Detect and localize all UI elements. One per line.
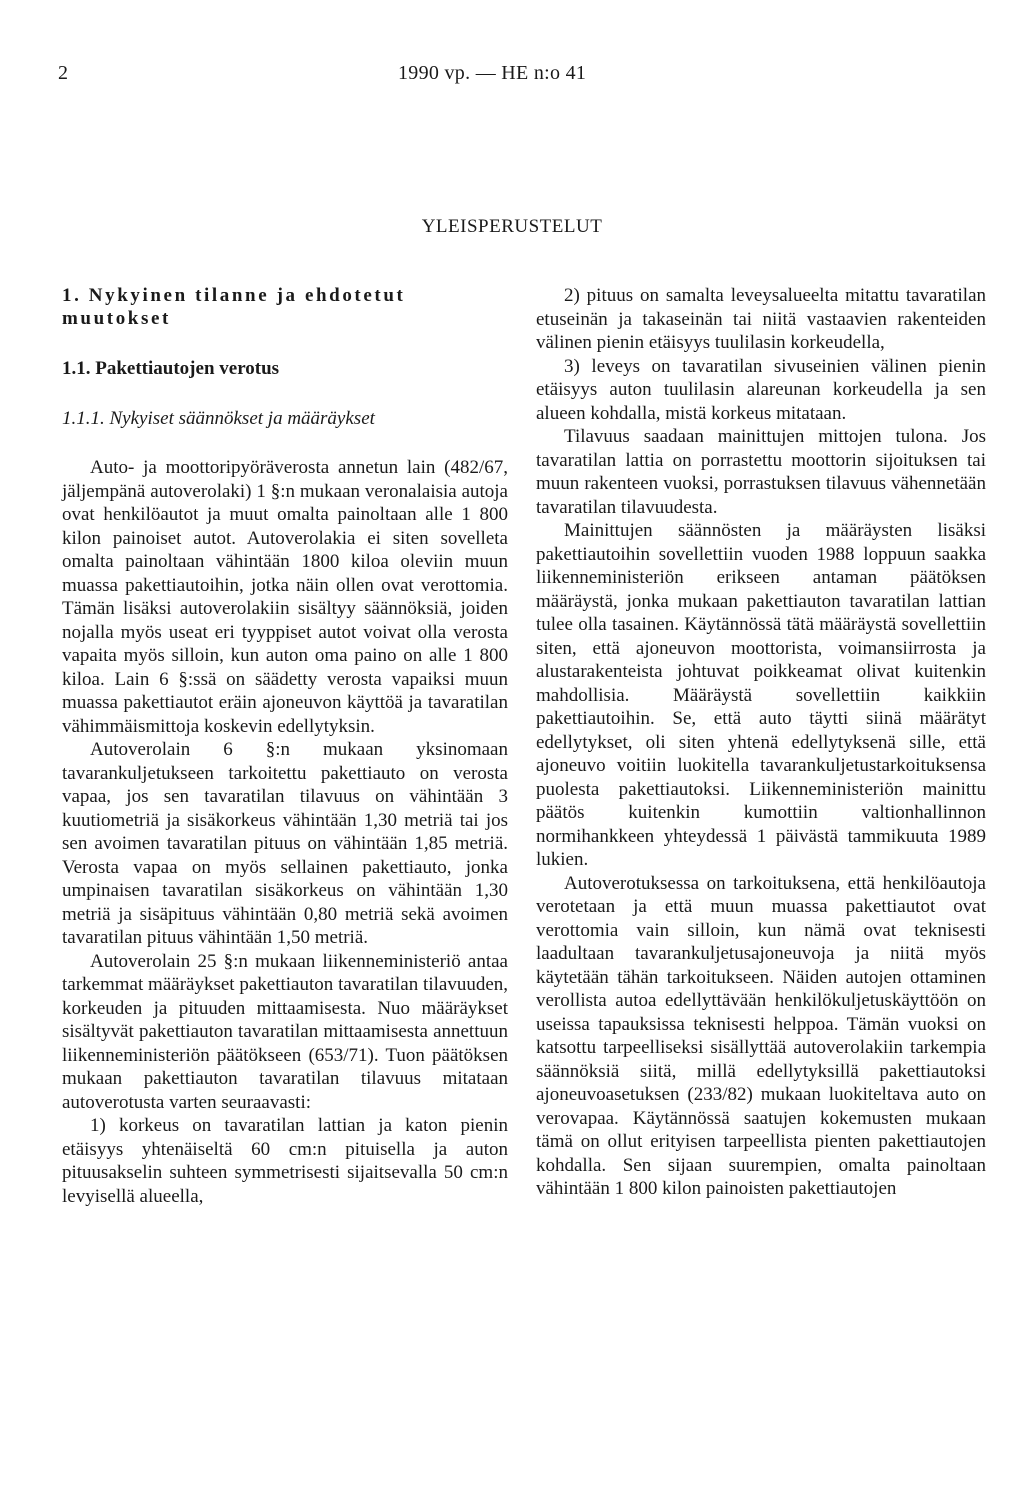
heading-level-3: 1.1.1. Nykyiset säännökset ja määräykset <box>62 407 375 429</box>
paragraph: Autoverolain 25 §:n mukaan liikenneministeriö antaa tarkemmat määräykset pakettiauton tavaratilan tilavuuden, korkeuden ja pituuden mittaamisesta. Nuo määräykset sisältyvät pakettiauton tavaratilan mittaamisesta annettuun liikenneministeriön päätökseen (653/71). Tuon päätöksen mukaan pakettiauton tavaratilan tilavuus mitataan autoverotusta varten seuraavasti: <box>62 950 508 1113</box>
paragraph: Autoverotuksessa on tarkoituksena, että henkilöautoja verotetaan ja että muun muassa pakettiautot ovat verottomia vain silloin, kun nämä ovat teknisesti laadultaan tavarankuljetusajoneuvoja ja niitä myös käytetään tähän tarkoitukseen. Näiden autojen ottaminen verollista autoa edellyttävään henkilökuljetuskäyttöön on useissa tapauksissa teknisesti helppoa. Tämän vuoksi on katsottu tarpeelliseksi sisällyttää autoverolakiin tarkempia säännöksiä siitä, millä edellytyksillä pakettiautoksi ajoneuvoasetuksen (233/82) mukaan luokiteltava auto on verovapaa. Käytännössä saatujen kokemusten mukaan tämä on ollut erityisen tarpeellista pienten pakettiautojen kohdalla. Sen sijaan suurempien, omalta painoltaan vähintään 1 800 kilon painoisten pakettiautojen <box>536 872 986 1199</box>
list-item: 2) pituus on samalta leveysalueelta mitattu tavaratilan etuseinän ja takaseinän tai niitä vastaavien rakenteiden välinen pienin etäisyys tuulilasin korkeudella, <box>536 285 986 353</box>
section-title: YLEISPERUSTELUT <box>421 216 603 237</box>
right-column <box>536 284 986 1201</box>
heading-level-1: 1. Nykyinen tilanne ja ehdotetut muutokset <box>62 285 406 329</box>
list-item: 1) korkeus on tavaratilan lattian ja katon pienin etäisyys yhtenäiseltä 60 cm:n pituisella ja auton pituusakselin suhteen symmetrisesti sijaitsevalla 50 cm:n levyisellä alueella, <box>62 1115 508 1207</box>
page-header <box>58 62 958 102</box>
heading-level-2: 1.1. Pakettiautojen verotus <box>62 358 280 379</box>
left-column <box>62 284 508 1208</box>
list-item: 3) leveys on tavaratilan sivuseinien välinen pienin etäisyys auton tuulilasin alareunan korkeudella ja sen alueen kohdalla, mistä korkeus mitataan. <box>536 355 986 424</box>
paragraph: Mainittujen säännösten ja määräysten lisäksi pakettiautoihin sovellettiin vuoden 1988 loppuun saakka liikenneministeriön erikseen antaman päätöksen määräystä, jonka mukaan pakettiauton tavaratilan lattian tulee olla tasainen. Käytännössä tätä määräystä sovellettiin siten, että ajoneuvon moottorista, voimansiirrosta ja alustarakenteista johtuvat poikkeamat olivat kuitenkin mahdollisia. Määräystä sovellettiin kaikkiin pakettiautoihin. Se, että auto täytti siinä määrätyt edellytykset, oli siten yhtenä edellytyksenä sille, että ajoneuvo voitiin luokitella tavarankuljetustarkoituksensa puolesta pakettiautoksi. Liikenneministeriön mainittu päätös kuitenkin kumottiin valtionhallinnon normihankkeen yhteydessä 1 päivästä tammikuuta 1989 lukien. <box>536 520 986 870</box>
paragraph: Autoverolain 6 §:n mukaan yksinomaan tavarankuljetukseen tarkoitettu pakettiauto on verosta vapaa, jos sen tavaratilan tilavuus on vähintään 3 kuutiometriä ja sisäkorkeus vähintään 1,30 metriä tai jos sen avoimen tavaratilan pituus on vähintään 1,85 metriä. Verosta vapaa on myös sellainen pakettiauto, jonka umpinaisen tavaratilan sisäkorkeus on vähintään 1,30 metriä ja sisäpituus vähintään 0,80 metriä sekä avoimen tavaratilan pituus vähintään 1,50 metriä. <box>62 739 508 948</box>
page-number: 2 <box>58 62 68 84</box>
paragraph: Tilavuus saadaan mainittujen mittojen tulona. Jos tavaratilan lattia on porrastettu moottorin sijoituksen tai muun rakenteen vuoksi, porrastuksen tilavuus vähennetään tavaratilan tilavuudesta. <box>536 426 986 518</box>
running-head: 1990 vp. — HE n:o 41 <box>398 62 587 84</box>
paragraph: Auto- ja moottoripyöräverosta annetun lain (482/67, jäljempänä autoverolaki) 1 §:n mukaan veronalaisia autoja ovat henkilöautot ja muut omalta painoltaan alle 1 800 kilon painoiset autot. Autoverolakia ei siten sovelleta omalta painoltaan vähintään 1800 kiloa oleviin muun muassa pakettiautoihin, jotka näin ollen ovat verottomia. Tämän lisäksi autoverolakiin sisältyy säännöksiä, joiden nojalla myös useat eri tyyppiset autot voivat olla verosta vapaita myös silloin, kun auton oma paino on alle 1 800 kiloa. Lain 6 §:ssä on säädetty verosta vapaiksi muun muassa pakettiautot eräin ajoneuvon käyttöä ja tavaratilan vähimmäismittoja koskevin edellytyksin. <box>62 457 508 737</box>
